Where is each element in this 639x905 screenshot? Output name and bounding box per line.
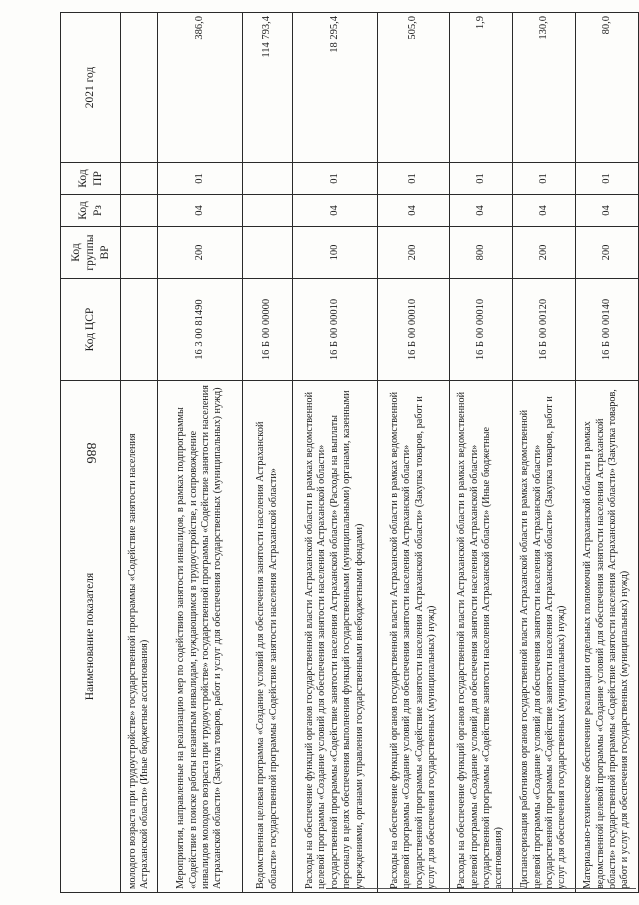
row-rz: 04 [575,194,638,226]
row-csr: 16 Б 00 00010 [377,278,449,380]
row-csr: 16 Б 00 00010 [292,278,377,380]
row-csr [120,278,157,380]
row-amount: 18 295,4 [292,12,377,162]
rotated-page-content [60,13,630,893]
budget-table [60,12,639,893]
row-name: Диспансеризация работников органов государственной власти Астраханской области в рамках ведомственной целевой программы «Создание условий для обеспечения занятости населения Астраханской области» государственной программы «Содействие занятости населения Астраханской области» (Закупка товаров, работ и услуг для обеспечения государственных (муниципальных) нужд) [512,380,575,892]
row-rz: 04 [157,194,242,226]
row-csr: 16 3 00 81490 [157,278,242,380]
row-name: Материально-техническое обеспечение реализации отдельных полномочий Астраханской области в рамках ведомственной целевой программы «Создание условий для обеспечения занятости населения Астраханской области» государственной программы «Содействие занятости населения Астраханской области» (Закупка товаров, работ и услуг для обеспечения государственных (муниципальных) нужд) [575,380,638,892]
row-rz: 04 [377,194,449,226]
table-row [377,12,449,892]
table-row [449,12,512,892]
header-rz: Код Рз [60,194,120,226]
row-amount: 114 793,4 [242,12,292,162]
row-pr: 01 [377,162,449,194]
row-vr: 200 [157,226,242,278]
row-pr [242,162,292,194]
bottom-rule-line [326,888,636,889]
row-name: Расходы на обеспечение функций органов государственной власти Астраханской области в рамках ведомственной целевой программы «Создание условий для обеспечения занятости населения Астраханской области» государственной программы «Содействие занятости населения Астраханской области» (Закупка товаров, работ и услуг для обеспечения государственных (муниципальных) нужд) [377,380,449,892]
row-name: Расходы на обеспечение функций органов государственной власти Астраханской области в рамках ведомственной целевой программы «Создание условий для обеспечения занятости населения Астраханской области» государственной программы «Содействие занятости населения Астраханской области» (Иные бюджетные ассигнования) [449,380,512,892]
row-pr [120,162,157,194]
row-name: Расходы на обеспечение функций органов государственной власти Астраханской области в рамках ведомственной целевой программы «Создание условий для обеспечения занятости населения Астраханской области» государственной программы «Содействие занятости населения Астраханской области» (Расходы на выплаты персоналу в целях обеспечения выполнения функций государственными (муниципальными) органами, казенными учреждениями, органами управления государственными внебюджетными фондами) [292,380,377,892]
row-csr: 16 Б 00 00120 [512,278,575,380]
row-csr: 16 Б 00 00140 [575,278,638,380]
header-amount: 2021 год [60,12,120,162]
table-row [512,12,575,892]
row-amount: 80,0 [575,12,638,162]
row-name: Мероприятия, направленные на реализацию мер по содействию занятости инвалидов, в рамках подпрограммы «Содействие в поиске работы незанятым инвалидам, нуждающимся в трудоустройстве, и сопровождение инвалидов молодого возраста при трудоустройстве» государственной программы «Содействие занятости населения Астраханской области» (Закупка товаров, работ и услуг для обеспечения государственных (муниципальных) нужд) [157,380,242,892]
row-amount [120,12,157,162]
header-pr: Код ПР [60,162,120,194]
table-row [575,12,638,892]
row-amount: 1,9 [449,12,512,162]
row-rz [242,194,292,226]
row-vr: 800 [449,226,512,278]
row-rz: 04 [292,194,377,226]
row-vr [120,226,157,278]
row-csr: 16 Б 00 00010 [449,278,512,380]
header-row [60,12,120,892]
row-amount: 130,0 [512,12,575,162]
row-vr: 200 [377,226,449,278]
table-row [120,12,157,892]
header-csr: Код ЦСР [60,278,120,380]
row-pr: 01 [449,162,512,194]
header-name: Наименование показателя [60,380,120,892]
row-amount: 386,0 [157,12,242,162]
table-row [157,12,242,892]
header-vr: Код группы ВР [60,226,120,278]
row-rz [120,194,157,226]
row-amount: 505,0 [377,12,449,162]
row-rz: 04 [512,194,575,226]
row-pr: 01 [512,162,575,194]
row-vr: 100 [292,226,377,278]
table-row [242,12,292,892]
row-vr [242,226,292,278]
row-rz: 04 [449,194,512,226]
row-vr: 200 [575,226,638,278]
row-name: Ведомственная целевая программа «Создание условий для обеспечения занятости населения Астраханской области» государственной программы «Содействие занятости населения Астраханской области» [242,380,292,892]
row-csr: 16 Б 00 00000 [242,278,292,380]
row-pr: 01 [575,162,638,194]
row-pr: 01 [157,162,242,194]
table-row [292,12,377,892]
row-pr: 01 [292,162,377,194]
page-number: 886 [83,442,98,464]
row-vr: 200 [512,226,575,278]
row-name: молодого возраста при трудоустройстве» государственной программы «Содействие занятости населения Астраханской области» (Иные бюджетные ассигнования) [120,380,157,892]
